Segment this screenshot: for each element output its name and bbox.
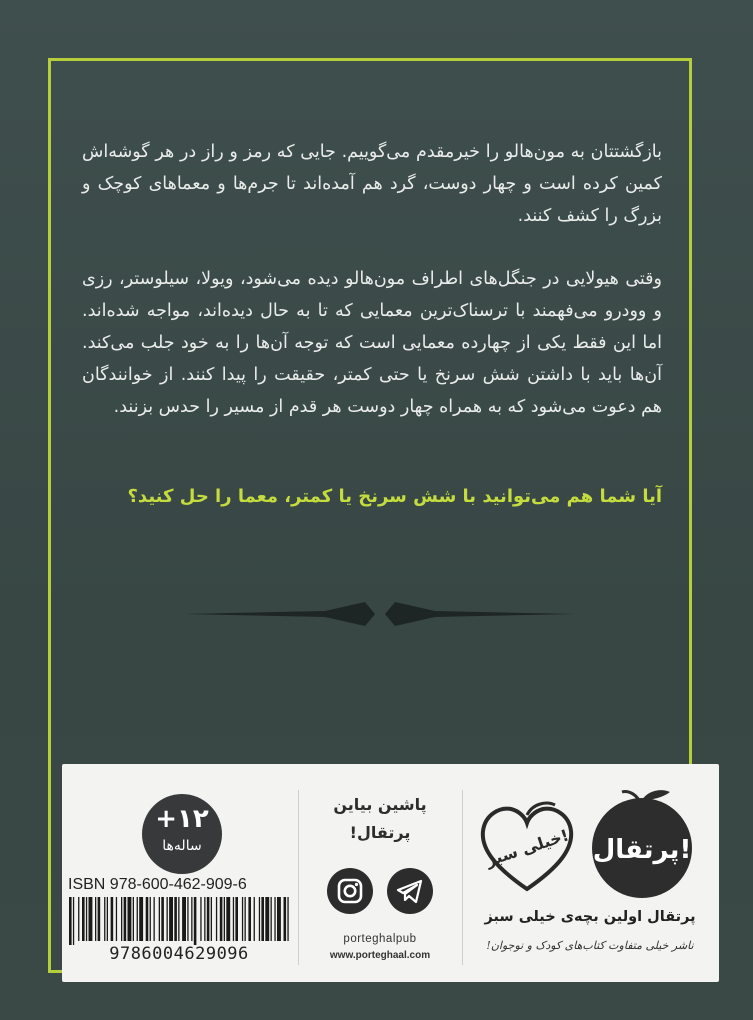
description-paragraph-2: وقتی هیولایی در جنگل‌های اطراف مون‌هالو دیده می‌شود، ویولا، سیلوستر، رزی و وودرو می‌فهمند با ترسناک‌ترین معمایی که تا به حال دیده‌اند، مواجه شده‌اند. اما این فقط یکی از چهارده معمایی است که توجه آن‌ها را به خود جلب می‌کند. آن‌ها باید با داشتن شش سرنخ یا حتی کمتر، حقیقت را پیدا کنند. از خوانندگان هم دعوت می‌شود که به همراه چهار دوست هر قدم از مسیر را حدس بزنند.	[82, 269, 662, 417]
barcode-bar	[271, 897, 272, 941]
barcode-bar	[111, 897, 114, 941]
heart-logo-text: خیلی سبز!	[483, 825, 572, 871]
barcode-bar	[233, 897, 234, 941]
barcode-bar	[182, 897, 186, 941]
age-badge	[142, 794, 222, 874]
barcode-bar	[124, 897, 127, 941]
barcode-bar	[78, 897, 79, 941]
barcode-bar	[159, 897, 160, 941]
barcode-bar	[154, 897, 155, 941]
barcode-bar	[265, 897, 269, 941]
barcode-bar	[128, 897, 132, 941]
barcode-bar	[95, 897, 96, 941]
age-label: ساله‌ها	[162, 838, 202, 854]
barcode-bar	[235, 897, 238, 941]
barcode-bar	[69, 897, 72, 945]
barcode-bar	[98, 897, 101, 941]
barcode-bar	[178, 897, 179, 941]
barcode-bar	[187, 897, 188, 941]
isbn-text: ISBN 978-600-462-909-6	[68, 876, 247, 893]
age-number: +۱۲	[155, 804, 209, 834]
barcode-bar	[161, 897, 164, 941]
instagram-icon[interactable]	[326, 867, 374, 915]
barcode-bar	[89, 897, 93, 941]
barcode-bar	[82, 897, 85, 941]
question-line: آیا شما هم می‌توانید با شش سرنخ یا کمتر، معما را حل کنید؟	[127, 486, 662, 507]
barcode-bar	[245, 897, 246, 941]
barcode-bar	[207, 897, 210, 941]
barcode-bar	[220, 897, 223, 941]
description-paragraph-1: بازگشتتان به مون‌هالو را خیرمقدم می‌گوییم. جایی که رمز و راز در هر گوشه‌اش کمین کرده است و چهار دوست، گرد هم آمده‌اند تا جرم‌ها و معماهای کوچک و بزرگ را کشف کنند.	[82, 142, 662, 226]
barcode-bar	[86, 897, 87, 941]
barcode-bar	[191, 897, 192, 941]
barcode-bar	[137, 897, 138, 941]
barcode-bar	[277, 897, 281, 941]
panel-divider-right	[462, 790, 463, 965]
barcode-bar	[169, 897, 173, 941]
barcode-bar	[287, 897, 288, 941]
brand-logo	[582, 786, 702, 902]
barcode-bar	[121, 897, 122, 941]
barcode-bar	[150, 897, 151, 941]
panel-divider-left	[298, 790, 299, 965]
barcode-bar	[284, 897, 287, 941]
barcode-bar	[254, 897, 255, 941]
barcode-bar	[167, 897, 168, 941]
brand-logo-text: پرتقال!	[592, 835, 692, 865]
ornament-divider	[185, 598, 575, 630]
barcode-bar	[104, 897, 105, 941]
barcode-bar	[211, 897, 212, 941]
barcode-bar	[216, 897, 217, 941]
social-title-line-2: پرتقال!	[349, 823, 411, 842]
barcode-bar	[224, 897, 225, 941]
barcode-bar	[200, 897, 201, 941]
barcode-bar	[139, 897, 143, 941]
barcode-digits: 9786004629096	[109, 944, 249, 964]
barcode-bar	[261, 897, 264, 941]
publisher-tagline: پرتقال اولین بچه‌ی خیلی سبز	[484, 909, 696, 925]
barcode-bar	[133, 897, 134, 941]
social-title	[306, 791, 454, 847]
barcode-bar	[116, 897, 117, 941]
website-link[interactable]: www.porteghaal.com	[329, 950, 431, 961]
barcode	[69, 897, 291, 945]
barcode-bar	[204, 897, 205, 941]
barcode-bar	[174, 897, 177, 941]
barcode-bar	[194, 897, 197, 945]
barcode-bar	[73, 897, 74, 945]
barcode-bar	[107, 897, 108, 941]
barcode-bar	[226, 897, 230, 941]
barcode-bar	[248, 897, 251, 941]
barcode-bar	[259, 897, 260, 941]
barcode-bar	[274, 897, 275, 941]
instagram-handle[interactable]: porteghalpub	[343, 933, 417, 945]
publisher-subline: ناشر خیلی متفاوت کتاب‌های کودک و نوجوان!	[486, 939, 694, 952]
barcode-bar	[146, 897, 149, 941]
barcode-bar	[242, 897, 243, 941]
telegram-icon[interactable]	[386, 867, 434, 915]
social-title-line-1: پاشین بیاین	[333, 795, 427, 814]
heart-logo	[475, 793, 579, 897]
